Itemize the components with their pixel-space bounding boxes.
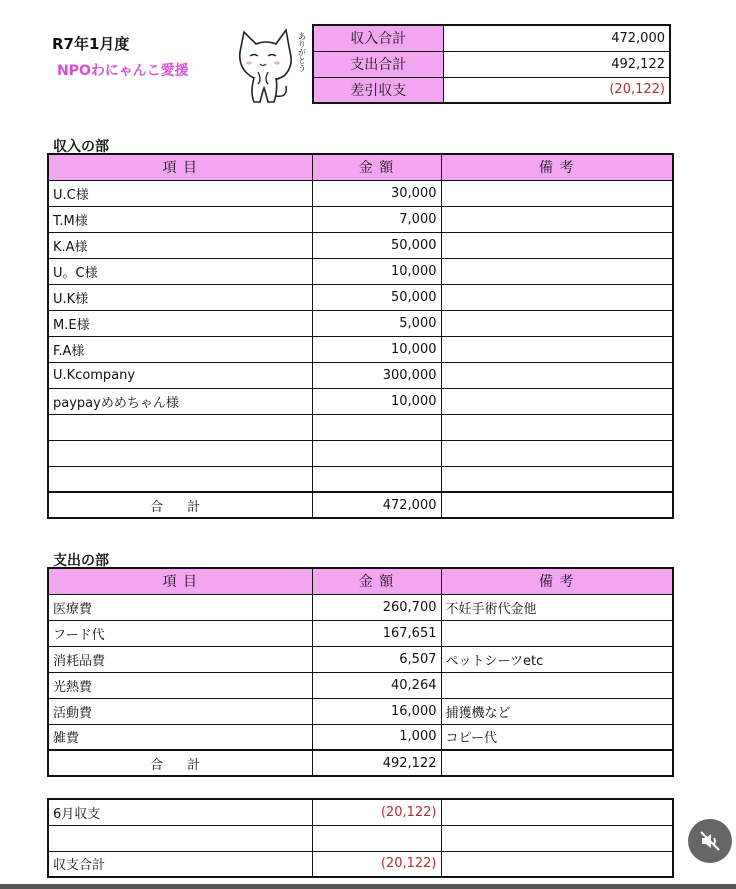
note-cell xyxy=(441,258,673,284)
item-cell: U.Kcompany xyxy=(48,362,312,388)
income-total-row xyxy=(48,492,673,518)
item-cell: 活動費 xyxy=(48,698,312,724)
amount-cell: 10,000 xyxy=(312,388,441,414)
item-cell: M.E様 xyxy=(48,310,312,336)
amount-cell: 260,700 xyxy=(312,594,441,620)
monthly-balance-row xyxy=(48,799,673,825)
monthly-balance-value: (20,122) xyxy=(312,799,441,825)
amount-cell: 50,000 xyxy=(312,284,441,310)
income-table xyxy=(47,153,674,519)
item-cell: 消耗品費 xyxy=(48,646,312,672)
header-note: 備 考 xyxy=(441,154,673,180)
table-row xyxy=(48,180,673,206)
note-cell xyxy=(441,284,673,310)
summary-label: 収入合計 xyxy=(313,25,443,51)
organization-name: NPOわにゃんこ愛援 xyxy=(57,63,189,79)
table-row xyxy=(48,258,673,284)
summary-value: 492,122 xyxy=(443,51,670,77)
amount-cell: 7,000 xyxy=(312,206,441,232)
expense-total-row xyxy=(48,750,673,776)
note-cell: 捕獲機など xyxy=(441,698,673,724)
speaker-muted-icon xyxy=(698,829,722,853)
header-note: 備 考 xyxy=(441,568,673,594)
cat-caption: ありがとう xyxy=(297,32,307,72)
item-cell: 雑費 xyxy=(48,724,312,750)
expense-table xyxy=(47,567,674,777)
summary-table xyxy=(312,24,671,104)
item-cell: U。C様 xyxy=(48,258,312,284)
empty-row xyxy=(48,466,673,492)
note-cell: ペットシーツetc xyxy=(441,646,673,672)
table-row xyxy=(48,206,673,232)
income-section-title: 収入の部 xyxy=(53,139,109,155)
table-header-row xyxy=(48,568,673,594)
item-cell: paypayめめちゃん様 xyxy=(48,388,312,414)
item-cell: U.K様 xyxy=(48,284,312,310)
empty-row xyxy=(48,440,673,466)
cat-illustration-icon xyxy=(232,22,312,106)
note-cell xyxy=(441,336,673,362)
monthly-balance-label: 6月収支 xyxy=(48,799,312,825)
table-row xyxy=(48,724,673,750)
total-value: 492,122 xyxy=(312,750,441,776)
note-cell xyxy=(441,232,673,258)
note-cell xyxy=(441,672,673,698)
summary-label: 支出合計 xyxy=(313,51,443,77)
note-cell xyxy=(441,206,673,232)
period-title: R7年1月度 xyxy=(52,35,130,53)
table-row xyxy=(48,594,673,620)
table-row xyxy=(48,310,673,336)
note-cell xyxy=(441,620,673,646)
header-amount: 金 額 xyxy=(312,154,441,180)
table-row xyxy=(48,672,673,698)
summary-value: 472,000 xyxy=(443,25,670,51)
total-value: 472,000 xyxy=(312,492,441,518)
total-balance-value: (20,122) xyxy=(312,851,441,877)
summary-row-balance xyxy=(313,77,670,103)
summary-row-income xyxy=(313,25,670,51)
table-row xyxy=(48,362,673,388)
item-cell: フード代 xyxy=(48,620,312,646)
item-cell: K.A様 xyxy=(48,232,312,258)
amount-cell: 10,000 xyxy=(312,258,441,284)
note-cell xyxy=(441,388,673,414)
amount-cell: 16,000 xyxy=(312,698,441,724)
empty-row xyxy=(48,414,673,440)
summary-row-expense xyxy=(313,51,670,77)
total-balance-label: 収支合計 xyxy=(48,851,312,877)
item-cell: T.M様 xyxy=(48,206,312,232)
note-cell xyxy=(441,362,673,388)
note-cell: 不妊手術代金他 xyxy=(441,594,673,620)
amount-cell: 40,264 xyxy=(312,672,441,698)
amount-cell: 300,000 xyxy=(312,362,441,388)
expense-section-title: 支出の部 xyxy=(53,553,109,569)
balance-table xyxy=(47,798,674,878)
note-cell: コピー代 xyxy=(441,724,673,750)
amount-cell: 10,000 xyxy=(312,336,441,362)
amount-cell: 6,507 xyxy=(312,646,441,672)
amount-cell: 50,000 xyxy=(312,232,441,258)
item-cell: 光熱費 xyxy=(48,672,312,698)
amount-cell: 167,651 xyxy=(312,620,441,646)
header-item: 項 目 xyxy=(48,154,312,180)
note-cell xyxy=(441,310,673,336)
mute-button[interactable] xyxy=(688,819,732,863)
item-cell: F.A様 xyxy=(48,336,312,362)
header-item: 項 目 xyxy=(48,568,312,594)
item-cell: 医療費 xyxy=(48,594,312,620)
amount-cell: 30,000 xyxy=(312,180,441,206)
table-row xyxy=(48,620,673,646)
empty-row xyxy=(48,825,673,851)
total-label: 合 計 xyxy=(48,750,312,776)
amount-cell: 5,000 xyxy=(312,310,441,336)
note-cell xyxy=(441,180,673,206)
table-row xyxy=(48,336,673,362)
table-row xyxy=(48,646,673,672)
summary-value: (20,122) xyxy=(443,77,670,103)
summary-label: 差引収支 xyxy=(313,77,443,103)
item-cell: U.C様 xyxy=(48,180,312,206)
table-row xyxy=(48,388,673,414)
total-label: 合 計 xyxy=(48,492,312,518)
table-row xyxy=(48,232,673,258)
progress-bar xyxy=(0,884,736,889)
table-row xyxy=(48,698,673,724)
total-balance-row xyxy=(48,851,673,877)
header-amount: 金 額 xyxy=(312,568,441,594)
table-header-row xyxy=(48,154,673,180)
amount-cell: 1,000 xyxy=(312,724,441,750)
table-row xyxy=(48,284,673,310)
